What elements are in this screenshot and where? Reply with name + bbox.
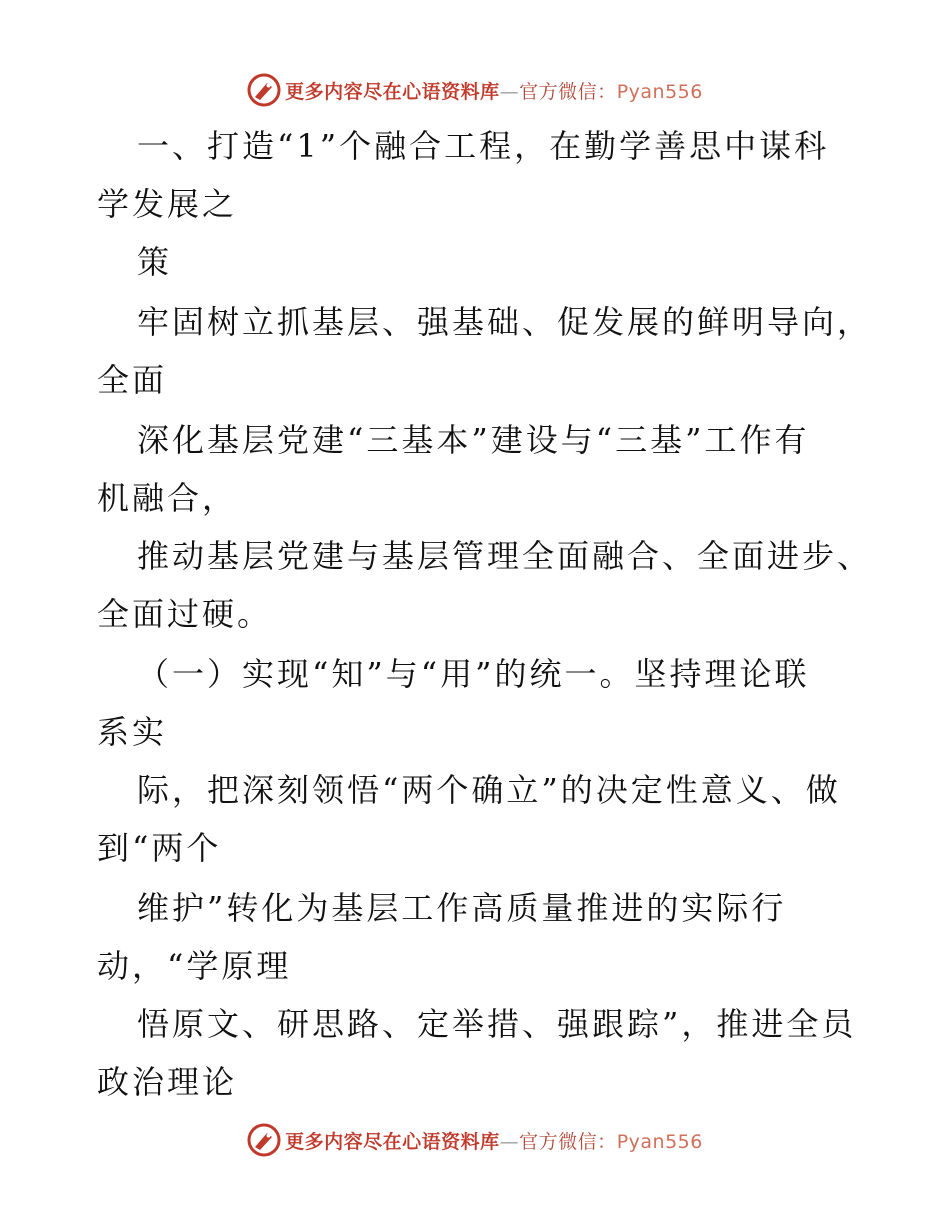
header-wechat-id: Pyan556 xyxy=(616,80,703,103)
text-line: 政治理论 xyxy=(97,1063,238,1101)
footer-wechat-id: Pyan556 xyxy=(616,1130,703,1153)
pen-nib-logo-icon xyxy=(247,1123,281,1157)
pen-nib-logo-icon xyxy=(247,73,281,107)
text-line: 到“两个 xyxy=(97,829,222,867)
text-line: 策 xyxy=(137,243,173,281)
text-line: 推动基层党建与基层管理全面融合、全面进步、 xyxy=(137,537,873,575)
text-line: 悟原文、研思路、定举措、强跟踪”，推进全员 xyxy=(137,1005,857,1043)
header-separator: — xyxy=(499,80,520,103)
header-banner xyxy=(0,70,950,110)
text-line: 动，“学原理 xyxy=(97,947,292,985)
text-line: 机融合， xyxy=(97,479,238,517)
text-line: 全面过硬。 xyxy=(97,595,273,633)
header-brand: 更多内容尽在心语资料库 xyxy=(285,80,500,103)
text-line: 深化基层党建“三基本”建设与“三基”工作有 xyxy=(137,421,810,459)
footer-wechat-label: 官方微信： xyxy=(519,1130,617,1153)
footer-brand: 更多内容尽在心语资料库 xyxy=(285,1130,500,1153)
footer-banner xyxy=(0,1120,950,1160)
footer-banner-text xyxy=(285,1127,703,1154)
text-line: 系实 xyxy=(97,713,168,751)
text-line: （一）实现“知”与“用”的统一。坚持理论联 xyxy=(137,655,810,693)
text-line: 全面 xyxy=(97,361,168,399)
text-line: 牢固树立抓基层、强基础、促发展的鲜明导向， xyxy=(137,303,873,341)
text-line: 学发展之 xyxy=(97,185,238,223)
footer-separator: — xyxy=(499,1130,520,1153)
text-line: 际，把深刻领悟“两个确立”的决定性意义、做 xyxy=(137,771,841,809)
text-line: 一、打造“1”个融合工程，在勤学善思中谋科 xyxy=(137,127,830,165)
header-wechat-label: 官方微信： xyxy=(519,80,617,103)
header-banner-text xyxy=(285,77,703,104)
text-line: 维护”转化为基层工作高质量推进的实际行 xyxy=(137,889,787,927)
